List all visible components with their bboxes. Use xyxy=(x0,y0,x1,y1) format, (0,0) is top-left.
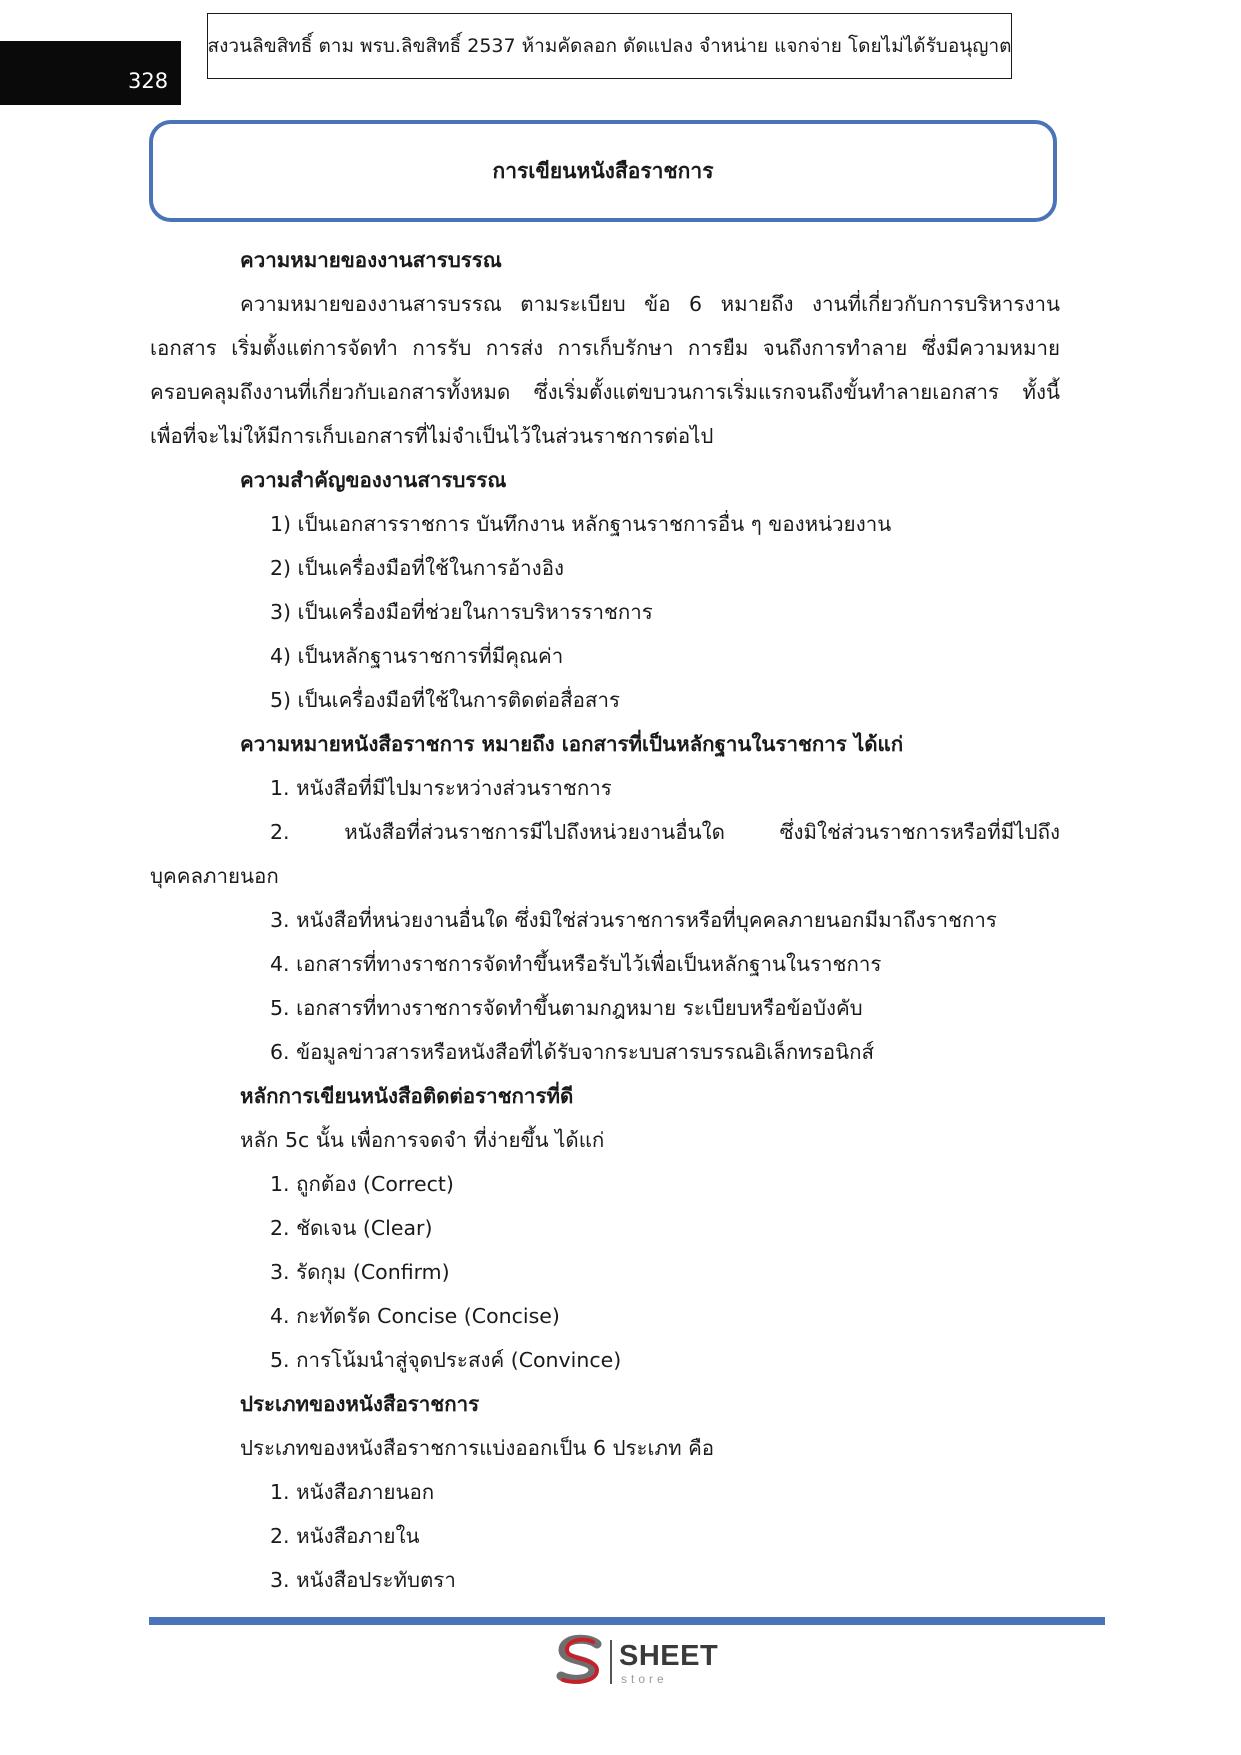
heading-good-letter-principles: หลักการเขียนหนังสือติดต่อราชการที่ดี xyxy=(240,1084,574,1108)
paragraph-line: ครอบคลุมถึงงานที่เกี่ยวกับเอกสารทั้งหมด ซึ่งเริ่มตั้งแต่ขบวนการเริ่มแรกจนถึงขั้นทำลายเอกสาร ทั้งนี้ xyxy=(150,380,1060,404)
logo-subtext: store xyxy=(621,1672,668,1686)
list-item-continuation: บุคคลภายนอก xyxy=(150,864,279,888)
sheet-store-s-icon xyxy=(553,1634,607,1690)
copyright-notice xyxy=(207,13,1012,79)
paragraph-line: ประเภทของหนังสือราชการแบ่งออกเป็น 6 ประเภท คือ xyxy=(240,1436,715,1460)
page-number: 328 xyxy=(128,69,169,93)
copyright-text: สงวนลิขสิทธิ์ ตาม พรบ.ลิขสิทธิ์ 2537 ห้ามคัดลอก ดัดแปลง จำหน่าย แจกจ่าย โดยไม่ได้รับอนุญาต xyxy=(207,35,1012,57)
list-item: 3) เป็นเครื่องมือที่ช่วยในการบริหารราชการ xyxy=(270,600,653,624)
list-item: 5. เอกสารที่ทางราชการจัดทำขึ้นตามกฎหมาย ระเบียบหรือข้อบังคับ xyxy=(270,996,863,1020)
paragraph-line: หลัก 5c นั้น เพื่อการจดจำ ที่ง่ายขึ้น ได้แก่ xyxy=(240,1128,605,1152)
heading-official-letter-types: ประเภทของหนังสือราชการ xyxy=(240,1392,480,1416)
list-item: 6. ข้อมูลข่าวสารหรือหนังสือที่ได้รับจากระบบสารบรรณอิเล็กทรอนิกส์ xyxy=(270,1040,875,1064)
list-item: 4) เป็นหลักฐานราชการที่มีคุณค่า xyxy=(270,644,564,668)
list-item: 4. กะทัดรัด Concise (Concise) xyxy=(270,1304,560,1328)
list-item: 4. เอกสารที่ทางราชการจัดทำขึ้นหรือรับไว้เพื่อเป็นหลักฐานในราชการ xyxy=(270,952,882,976)
section-title-box xyxy=(149,120,1057,222)
paragraph-line: ความหมายของงานสารบรรณ ตามระเบียบ ข้อ 6 หมายถึง งานที่เกี่ยวกับการบริหารงาน xyxy=(240,292,1060,316)
logo-wordmark: SHEET xyxy=(619,1640,719,1672)
list-item: 1. ถูกต้อง (Correct) xyxy=(270,1172,454,1196)
list-item: 1. หนังสือที่มีไปมาระหว่างส่วนราชการ xyxy=(270,776,612,800)
list-item: 3. หนังสือที่หน่วยงานอื่นใด ซึ่งมิใช่ส่วนราชการหรือที่บุคคลภายนอกมีมาถึงราชการ xyxy=(270,908,997,932)
sheet-store-logo xyxy=(553,1634,723,1690)
footer-divider xyxy=(149,1617,1105,1625)
list-item: 2) เป็นเครื่องมือที่ใช้ในการอ้างอิง xyxy=(270,556,565,580)
heading-saraban-importance: ความสำคัญของงานสารบรรณ xyxy=(240,468,507,492)
list-item: 2. หนังสือที่ส่วนราชการมีไปถึงหน่วยงานอื่นใด ซึ่งมิใช่ส่วนราชการหรือที่มีไปถึง xyxy=(270,820,1060,844)
list-item: 5. การโน้มนำสู่จุดประสงค์ (Convince) xyxy=(270,1348,622,1372)
heading-official-letter-meaning: ความหมายหนังสือราชการ หมายถึง เอกสารที่เป็นหลักฐานในราชการ ได้แก่ xyxy=(240,732,904,756)
list-item: 1) เป็นเอกสารราชการ บันทึกงาน หลักฐานราชการอื่น ๆ ของหน่วยงาน xyxy=(270,512,892,536)
heading-saraban-meaning: ความหมายของงานสารบรรณ xyxy=(240,248,502,272)
paragraph-line: เพื่อที่จะไม่ให้มีการเก็บเอกสารที่ไม่จำเป็นไว้ในส่วนราชการต่อไป xyxy=(150,424,714,448)
list-item: 1. หนังสือภายนอก xyxy=(270,1480,435,1504)
list-item: 5) เป็นเครื่องมือที่ใช้ในการติดต่อสื่อสาร xyxy=(270,688,620,712)
list-item: 2. หนังสือภายใน xyxy=(270,1524,420,1548)
document-body xyxy=(150,238,1060,1602)
list-item: 3. หนังสือประทับตรา xyxy=(270,1568,456,1592)
list-item: 3. รัดกุม (Confirm) xyxy=(270,1260,450,1284)
list-item: 2. ชัดเจน (Clear) xyxy=(270,1216,433,1240)
section-title: การเขียนหนังสือราชการ xyxy=(492,158,714,183)
logo-separator xyxy=(610,1640,612,1684)
page-number-block xyxy=(0,41,181,105)
paragraph-line: เอกสาร เริ่มตั้งแต่การจัดทำ การรับ การส่ง การเก็บรักษา การยืม จนถึงการทำลาย ซึ่งมีความหมาย xyxy=(150,336,1060,360)
